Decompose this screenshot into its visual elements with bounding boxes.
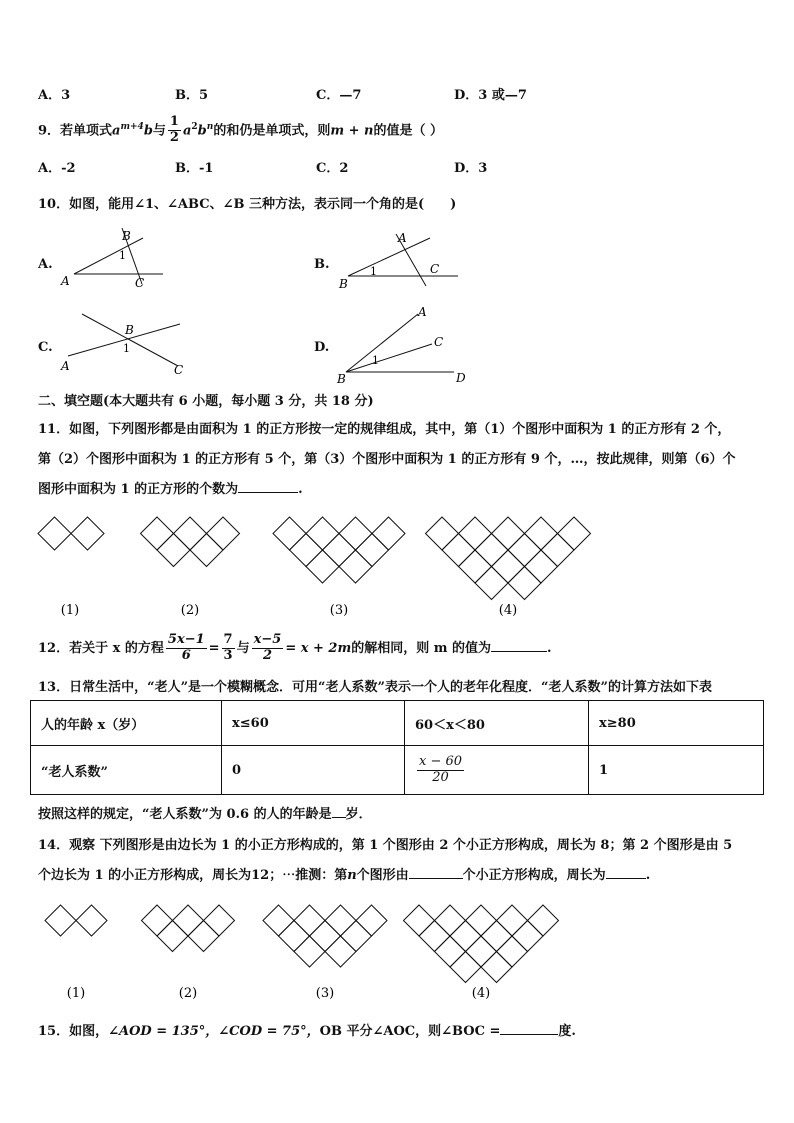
square-shape: [38, 517, 71, 550]
q9-option-c: C．2: [316, 161, 349, 176]
square-shape: [157, 534, 190, 567]
q11-figures: [30, 508, 600, 628]
q9-option-d: D．3: [454, 161, 488, 176]
square-shape: [497, 936, 528, 967]
square-shape: [45, 905, 76, 936]
svg-text:D: D: [456, 371, 466, 385]
q10-option-a-label: A.: [38, 257, 53, 272]
q10-option-c-label: C.: [38, 340, 53, 355]
q8-option-b: B．5: [175, 88, 209, 103]
q10-figure-b: [334, 228, 464, 292]
svg-text:(1): (1): [60, 603, 80, 618]
table-cell: $\frac{x - 60}{20}$: [405, 746, 589, 795]
q13-question: 按照这样的规定，“老人系数”为 0.6 的人的年龄是 岁．: [38, 807, 372, 822]
svg-text:C: C: [430, 262, 440, 276]
square-shape: [204, 905, 235, 936]
q14-line-2: 个边长为 1 的小正方形构成，周长为12；⋯推测：第n个图形由 个小正方形构成，周长为 .: [38, 868, 651, 883]
square-shape: [404, 905, 435, 936]
square-shape: [450, 921, 481, 952]
q11-line-2: 第（2）个图形中面积为 1 的正方形有 5 个，第（3）个图形中面积为 1 的正方形有 9 个，…，按此规律，则第（6）个: [38, 452, 736, 467]
square-shape: [188, 921, 219, 952]
svg-text:(4): (4): [471, 986, 491, 1001]
svg-text:(1): (1): [66, 986, 86, 1001]
q8-option-d: D．3 或—7: [454, 88, 527, 103]
square-shape: [76, 905, 107, 936]
svg-text:1: 1: [370, 265, 377, 278]
svg-text:(2): (2): [178, 986, 198, 1001]
square-shape: [173, 905, 204, 936]
square-shape: [558, 517, 591, 550]
square-shape: [525, 517, 558, 550]
square-shape: [290, 534, 323, 567]
square-shape: [435, 936, 466, 967]
svg-text:B: B: [337, 372, 346, 386]
square-shape: [294, 905, 325, 936]
square-shape: [71, 517, 104, 550]
q9-coef-fraction: $\frac{1}{2}$: [169, 114, 179, 146]
svg-text:B: B: [339, 277, 348, 291]
svg-text:(2): (2): [180, 603, 200, 618]
square-shape: [466, 905, 497, 936]
square-shape: [525, 550, 558, 583]
q8-option-c: C．—7: [316, 88, 362, 103]
square-shape: [323, 534, 356, 567]
svg-text:C: C: [174, 363, 184, 376]
square-shape: [356, 534, 389, 567]
svg-text:C: C: [434, 335, 444, 349]
q13-table: [30, 700, 764, 795]
square-shape: [475, 567, 508, 600]
svg-text:B: B: [122, 229, 131, 243]
table-cell: 1: [589, 746, 764, 795]
square-shape: [263, 905, 294, 936]
svg-text:(3): (3): [329, 603, 349, 618]
square-shape: [341, 921, 372, 952]
square-shape: [207, 517, 240, 550]
table-cell: 人的年龄 x（岁）: [31, 701, 222, 746]
square-shape: [141, 517, 174, 550]
square-shape: [541, 534, 574, 567]
square-shape: [356, 905, 387, 936]
square-shape: [426, 517, 459, 550]
q9-option-b: B．-1: [175, 161, 214, 176]
table-cell: 60＜x＜80: [405, 701, 589, 746]
q8-option-a: A．3: [38, 88, 71, 103]
square-shape: [492, 550, 525, 583]
square-shape: [508, 567, 541, 600]
svg-text:(4): (4): [498, 603, 518, 618]
square-shape: [419, 921, 450, 952]
svg-text:A: A: [61, 274, 70, 288]
table-cell: 0: [222, 746, 405, 795]
q9-option-a: A．-2: [38, 161, 76, 176]
table-cell: “老人系数”: [31, 746, 222, 795]
q10-option-b-label: B.: [314, 257, 330, 272]
q10-stem: 10．如图，能用∠1、∠ABC、∠B 三种方法，表示同一个角的是( ): [38, 197, 457, 212]
square-shape: [190, 534, 223, 567]
square-shape: [512, 921, 543, 952]
square-shape: [372, 517, 405, 550]
square-shape: [481, 952, 512, 983]
square-shape: [142, 905, 173, 936]
square-shape: [459, 550, 492, 583]
square-shape: [279, 921, 310, 952]
square-shape: [310, 921, 341, 952]
square-shape: [306, 517, 339, 550]
square-shape: [325, 905, 356, 936]
square-shape: [174, 517, 207, 550]
q14-line-1: 14．观察 下列图形是由边长为 1 的小正方形构成的，第 1 个图形由 2 个小正方形构成，周长为 8；第 2 个图形是由 5: [38, 838, 733, 853]
svg-text:1: 1: [123, 342, 130, 355]
square-shape: [475, 534, 508, 567]
square-shape: [339, 550, 372, 583]
svg-text:A: A: [418, 305, 427, 319]
q10-option-d-label: D.: [314, 340, 330, 355]
square-shape: [157, 921, 188, 952]
q10-figure-a: [60, 226, 170, 292]
square-shape: [435, 905, 466, 936]
q10-figure-d: [334, 302, 474, 386]
svg-text:C: C: [135, 276, 145, 290]
section-2-heading: 二、填空题(本大题共有 6 小题，每小题 3 分，共 18 分): [38, 394, 374, 409]
svg-text:B: B: [125, 323, 134, 337]
svg-text:A: A: [61, 359, 70, 373]
square-shape: [459, 517, 492, 550]
square-shape: [492, 517, 525, 550]
square-shape: [497, 905, 528, 936]
q10-figure-c: [60, 310, 185, 376]
svg-text:1: 1: [372, 354, 379, 367]
q14-figures: [38, 900, 568, 1010]
table-row: [31, 746, 764, 795]
table-cell: x≥80: [589, 701, 764, 746]
svg-text:A: A: [398, 231, 407, 245]
square-shape: [294, 936, 325, 967]
square-shape: [508, 534, 541, 567]
table-cell: x≤60: [222, 701, 405, 746]
square-shape: [528, 905, 559, 936]
square-shape: [450, 952, 481, 983]
square-shape: [481, 921, 512, 952]
square-shape: [325, 936, 356, 967]
q15-stem: 15．如图，∠AOD = 135°，∠COD = 75°，OB 平分∠AOC，则∠BOC = 度.: [38, 1024, 576, 1039]
q9-stem: 9．若单项式$a^{m+4}b$与 $\frac{1}{2}$ $a^2b^n$的和仍是单项式，则m + n的值是（ ）: [38, 114, 444, 146]
square-shape: [466, 936, 497, 967]
q13-intro: 13．日常生活中，“老人”是一个模糊概念．可用“老人系数”表示一个人的老年化程度．“老人系数”的计算方法如下表: [38, 680, 712, 695]
svg-text:1: 1: [119, 249, 126, 262]
q11-line-1: 11．如图，下列图形都是由面积为 1 的正方形按一定的规律组成，其中，第（1）个图形中面积为 1 的正方形有 2 个，: [38, 422, 731, 437]
square-shape: [339, 517, 372, 550]
square-shape: [273, 517, 306, 550]
table-row: [31, 701, 764, 746]
square-shape: [306, 550, 339, 583]
svg-text:(3): (3): [315, 986, 335, 1001]
q12-stem: 12．若关于 x 的方程 $\frac{5x-1}{6}$ = $\frac{7}{3}$ 与 $\frac{x-5}{2}$ = x + 2m的解相同，则 m 的值为 .: [38, 632, 552, 663]
q11-line-3: 图形中面积为 1 的正方形的个数为 .: [38, 482, 303, 497]
square-shape: [442, 534, 475, 567]
